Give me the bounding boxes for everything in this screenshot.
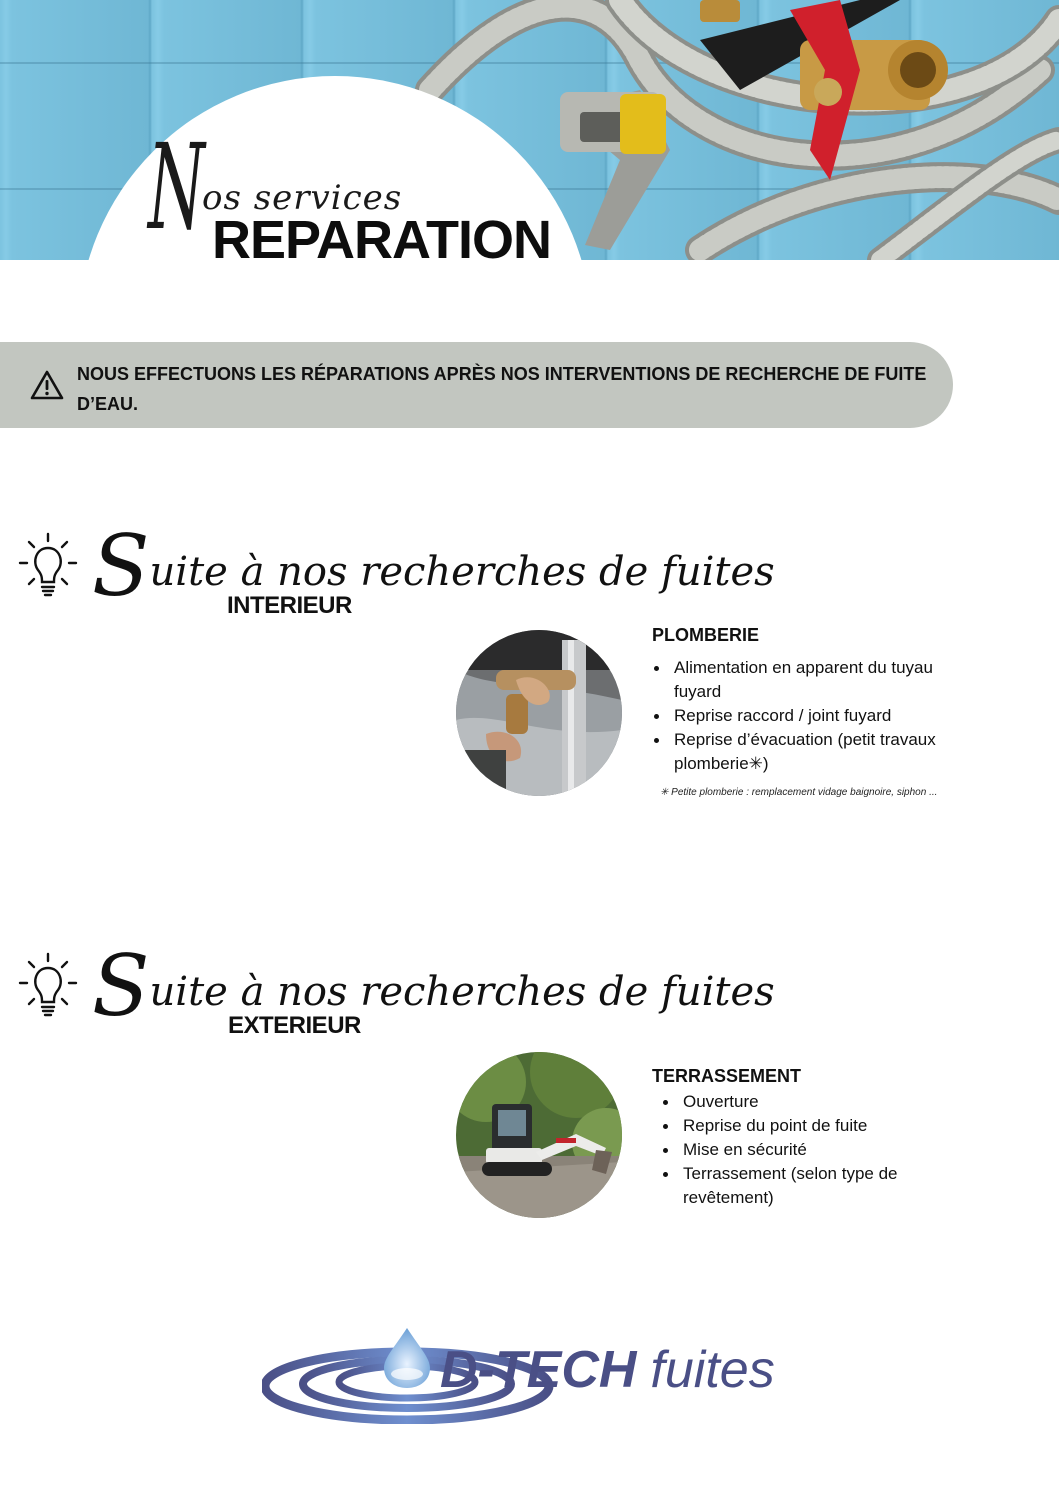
card-title-terrassement: TERRASSEMENT — [652, 1066, 802, 1086]
logo-brand-bold: D-TECH — [440, 1341, 637, 1399]
company-logo — [262, 1322, 802, 1424]
excavator-photo — [456, 1052, 622, 1218]
warning-icon — [30, 370, 64, 400]
section-script-initial: S — [92, 937, 150, 1035]
lightbulb-icon — [18, 532, 78, 612]
list-item: Terrassement (selon type de revêtement) — [661, 1162, 951, 1210]
section-subtitle: INTERIEUR — [227, 592, 352, 619]
list-item: Ouverture — [661, 1090, 951, 1114]
terrassement-list — [661, 1090, 951, 1210]
list-item: Mise en sécurité — [661, 1138, 951, 1162]
section-script-text: uite à nos recherches de fuites — [149, 969, 775, 1015]
list-item: Reprise raccord / joint fuyard — [652, 704, 962, 728]
logo-wordmark — [440, 1340, 775, 1400]
footnote: ✳ Petite plomberie : remplacement vidage baignoire, siphon ... — [660, 787, 938, 798]
page-title: REPARATION — [212, 210, 551, 260]
info-banner-text: NOUS EFFECTUONS LES RÉPARATIONS APRÈS NOS INTERVENTIONS DE RECHERCHE DE FUITE D’EAU. — [77, 364, 927, 414]
hero-banner — [0, 0, 1059, 260]
logo-brand-light: fuites — [650, 1341, 775, 1399]
hero-script-text: os services — [202, 178, 403, 218]
section-script-text: uite à nos recherches de fuites — [149, 549, 775, 595]
info-banner — [0, 342, 953, 428]
plumbing-photo — [456, 630, 622, 796]
lightbulb-icon — [18, 952, 78, 1032]
section-subtitle: EXTERIEUR — [228, 1012, 361, 1039]
list-item: Reprise d’évacuation (petit travaux plomberie✳) — [652, 728, 962, 776]
hero-script-initial: N — [148, 118, 205, 256]
card-title-plomberie: PLOMBERIE — [652, 625, 760, 645]
plomberie-list — [652, 656, 962, 776]
list-item: Reprise du point de fuite — [661, 1114, 951, 1138]
list-item: Alimentation en apparent du tuyau fuyard — [652, 656, 962, 704]
section-script-initial: S — [92, 517, 150, 615]
